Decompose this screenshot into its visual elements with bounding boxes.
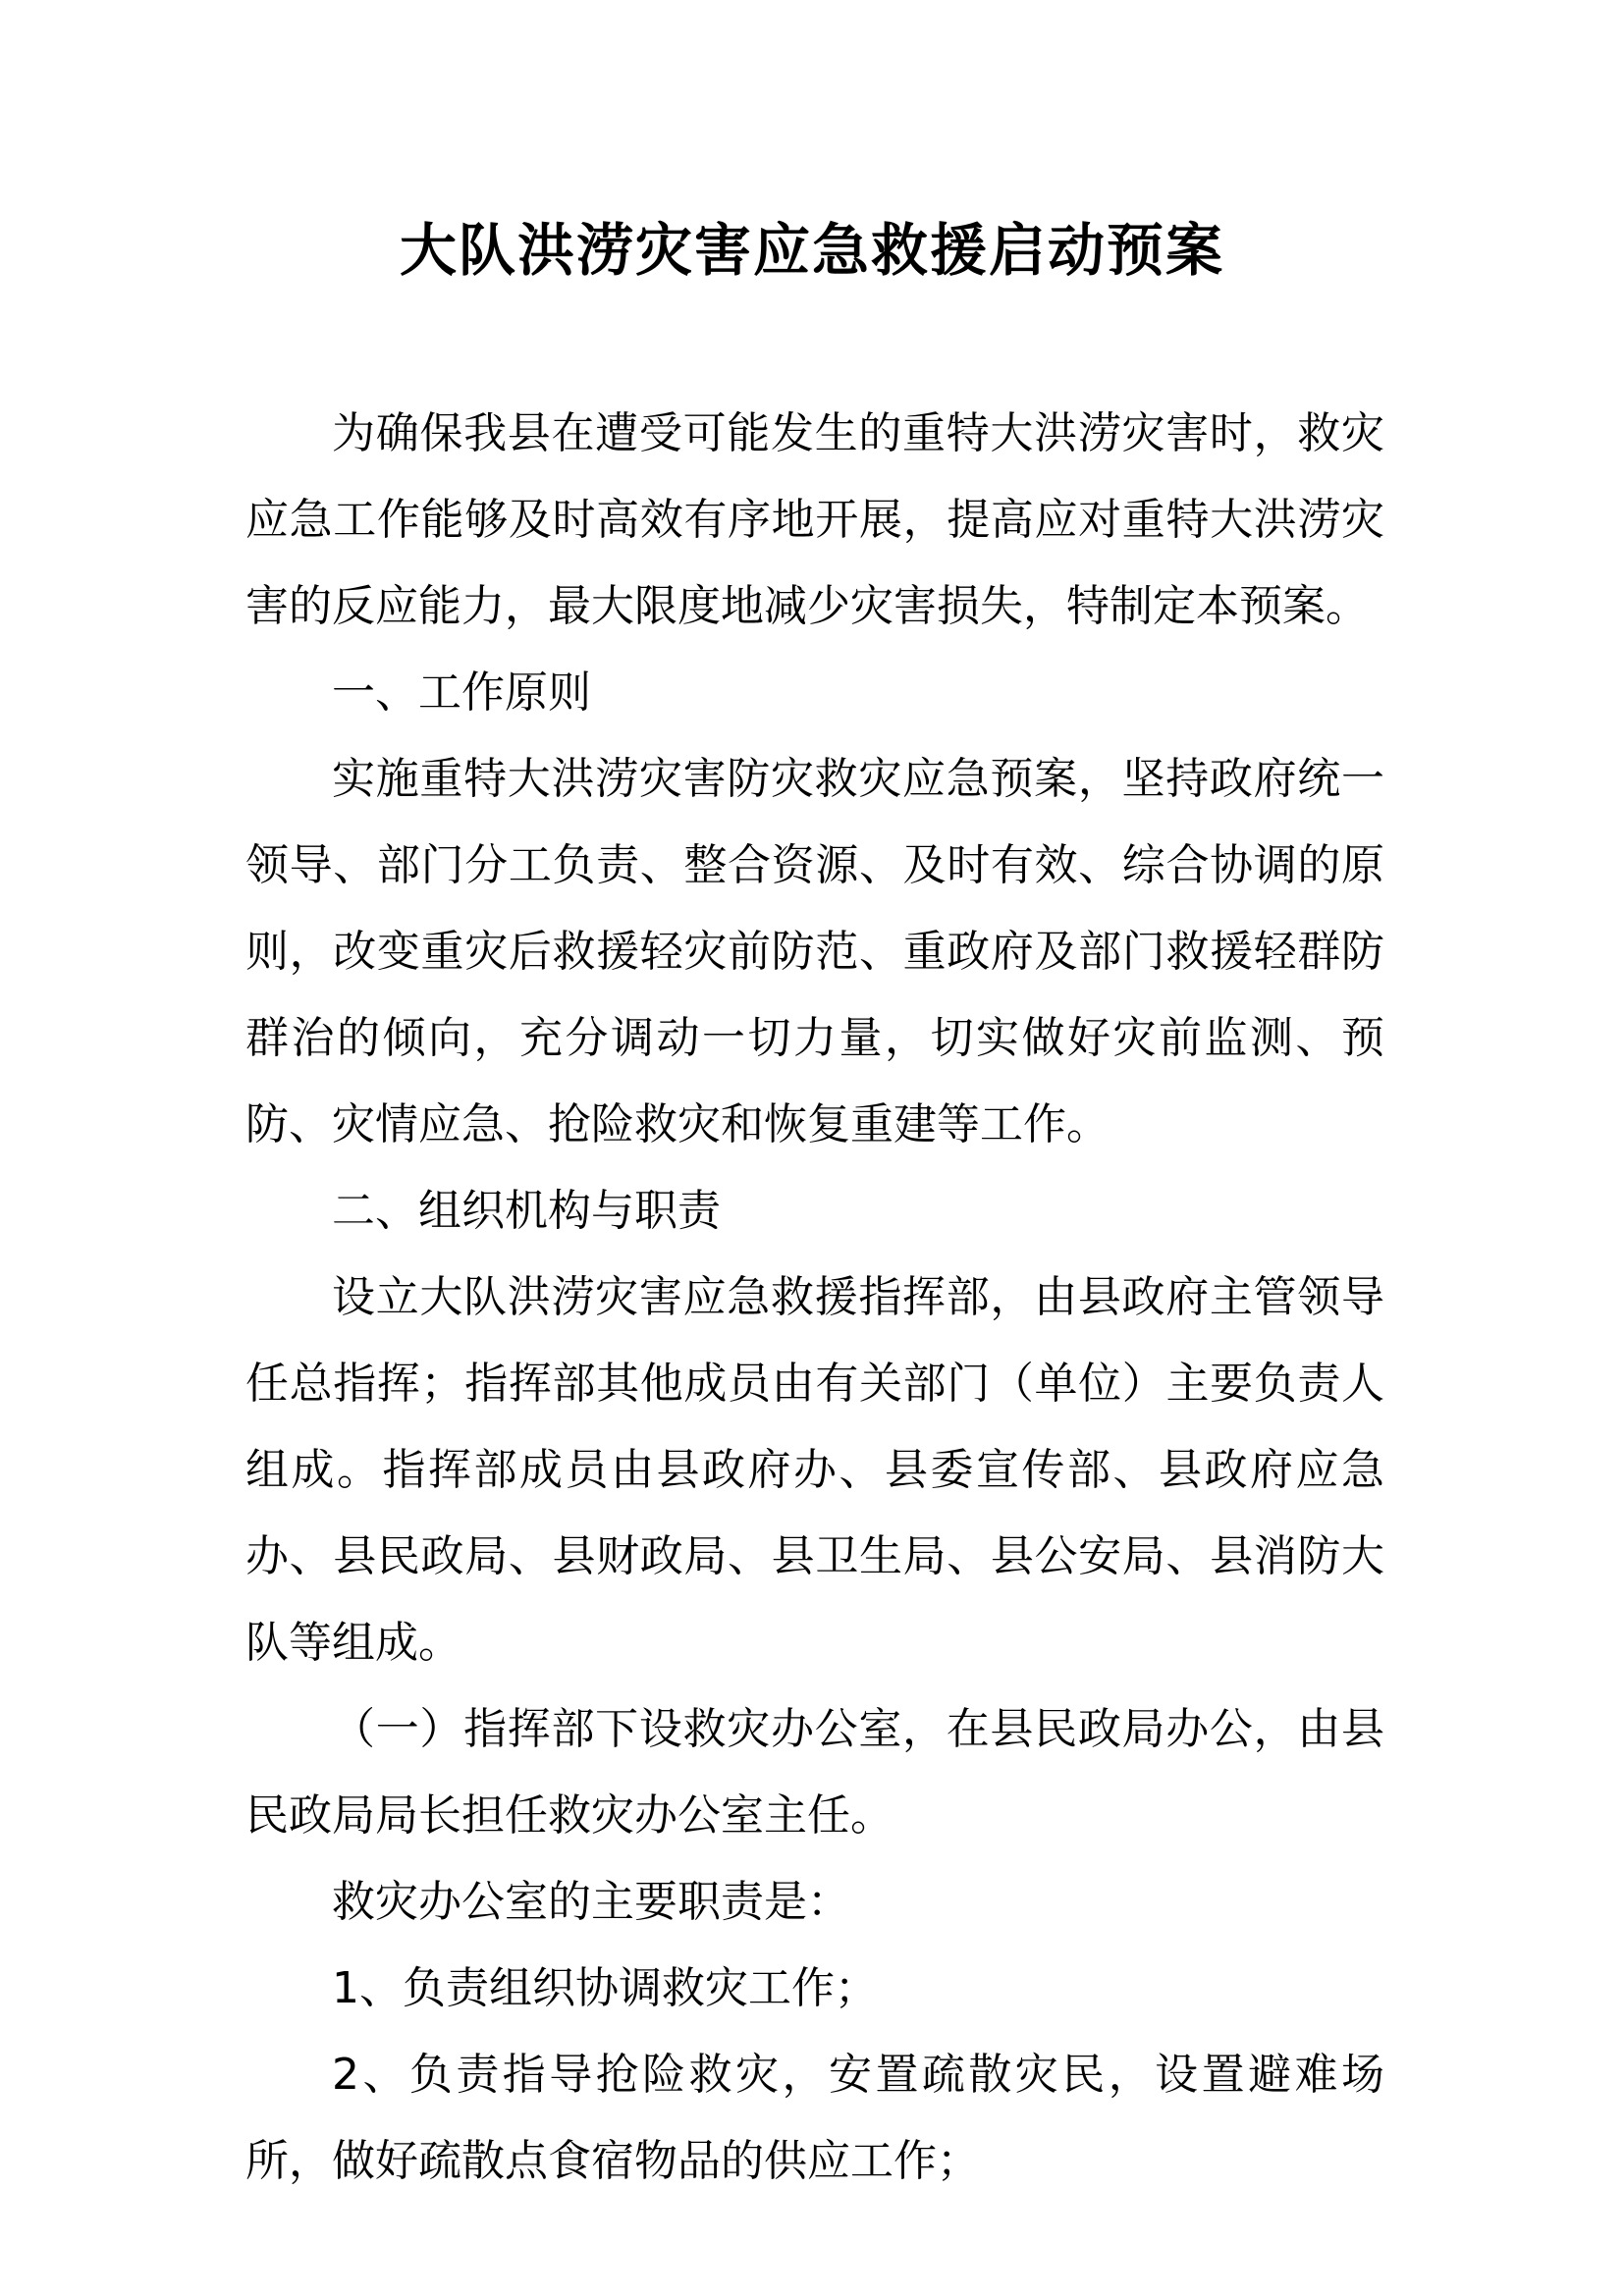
paragraph-principles: 实施重特大洪涝灾害防灾救灾应急预案，坚持政府统一领导、部门分工负责、整合资源、及时有效、综合协调的原则，改变重灾后救援轻灾前防范、重政府及部门救援轻群防群治的倾向，充分调动一切力量，切实做好灾前监测、预防、灾情应急、抢险救灾和恢复重建等工作。 <box>245 754 1384 1149</box>
paragraph-intro: 为确保我县在遭受可能发生的重特大洪涝灾害时，救灾应急工作能够及时高效有序地开展，提高应对重特大洪涝灾害的反应能力，最大限度地减少灾害损失，特制定本预案。 <box>245 408 1384 631</box>
document-body <box>245 391 1384 2205</box>
paragraph-duties-intro: 救灾办公室的主要职责是： <box>332 1877 850 1927</box>
paragraph-organization: 设立大队洪涝灾害应急救援指挥部，由县政府主管领导任总指挥；指挥部其他成员由有关部门（单位）主要负责人组成。指挥部成员由县政府办、县委宣传部、县政府应急办、县民政局、县财政局、县卫生局、县公安局、县消防大队等组成。 <box>245 1272 1384 1668</box>
paragraph-office: （一）指挥部下设救灾办公室，在县民政局办公，由县民政局局长担任救灾办公室主任。 <box>245 1704 1384 1841</box>
document-title: 大队洪涝灾害应急救援启动预案 <box>399 217 1224 284</box>
heading-principles: 一、工作原则 <box>332 667 591 718</box>
list-item-duty-1: 1、负责组织协调救灾工作； <box>332 1963 878 2013</box>
list-item-duty-2: 2、负责指导抢险救灾，安置疏散灾民，设置避难场所，做好疏散点食宿物品的供应工作； <box>245 2050 1384 2186</box>
heading-organization: 二、组织机构与职责 <box>332 1186 721 1236</box>
